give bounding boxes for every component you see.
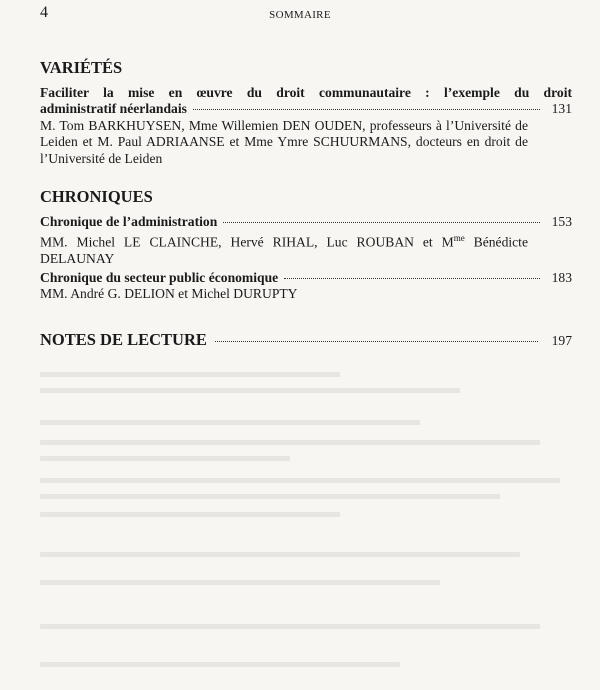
- entry-authors: [40, 230, 528, 267]
- entry-title: Chronique de l’administration: [40, 214, 218, 229]
- authors-line: l’Université de Leiden: [40, 150, 163, 166]
- toc-entry-notes-de-lecture[interactable]: [40, 330, 572, 350]
- dot-leader: [223, 222, 540, 223]
- running-head: SOMMAIRE: [269, 9, 331, 21]
- page-number: 4: [40, 4, 48, 21]
- toc-entry-chronique-secteur-public[interactable]: [40, 270, 572, 303]
- entry-title-leader: [40, 214, 572, 230]
- dot-leader: [284, 278, 540, 279]
- toc-entry-varietes[interactable]: [40, 85, 572, 167]
- authors-line: DELAUNAY: [40, 251, 115, 267]
- authors-line: M. Tom BARKHUYSEN, Mme Willemien DEN OUDEN, professeurs à l’Université de: [40, 117, 528, 133]
- entry-title-leader: [40, 270, 572, 286]
- entry-authors: [40, 118, 528, 167]
- authors-line: MM. André G. DELION et Michel DURUPTY: [40, 286, 298, 302]
- authors-line: MM. Michel LE CLAINCHE, Hervé RIHAL, Luc ROUBAN et $M^{me}$ Bénédicte: [40, 233, 528, 250]
- section-heading-notes: NOTES DE LECTURE: [40, 330, 207, 349]
- page-ref: 131: [551, 101, 572, 117]
- entry-title-leader: [40, 101, 572, 117]
- authors-line: Leiden et M. Paul ADRIAANSE et Mme Ymre SCHUURMANS, docteurs en droit de: [40, 134, 528, 150]
- section-heading-varietes: VARIÉTÉS: [40, 58, 123, 77]
- page-ref: 183: [551, 270, 572, 285]
- dot-leader: [193, 109, 540, 110]
- page-ref: 197: [551, 333, 572, 348]
- section-heading-chroniques: CHRONIQUES: [40, 187, 153, 206]
- entry-title: Chronique du secteur public économique: [40, 270, 279, 285]
- entry-title-line: Faciliter la mise en œuvre du droit communautaire : l’exemple du droit: [40, 85, 572, 100]
- dot-leader: [215, 341, 538, 342]
- page-ref: 153: [551, 214, 572, 229]
- toc-entry-chronique-administration[interactable]: [40, 214, 572, 268]
- entry-title-line: administratif néerlandais: [40, 101, 187, 117]
